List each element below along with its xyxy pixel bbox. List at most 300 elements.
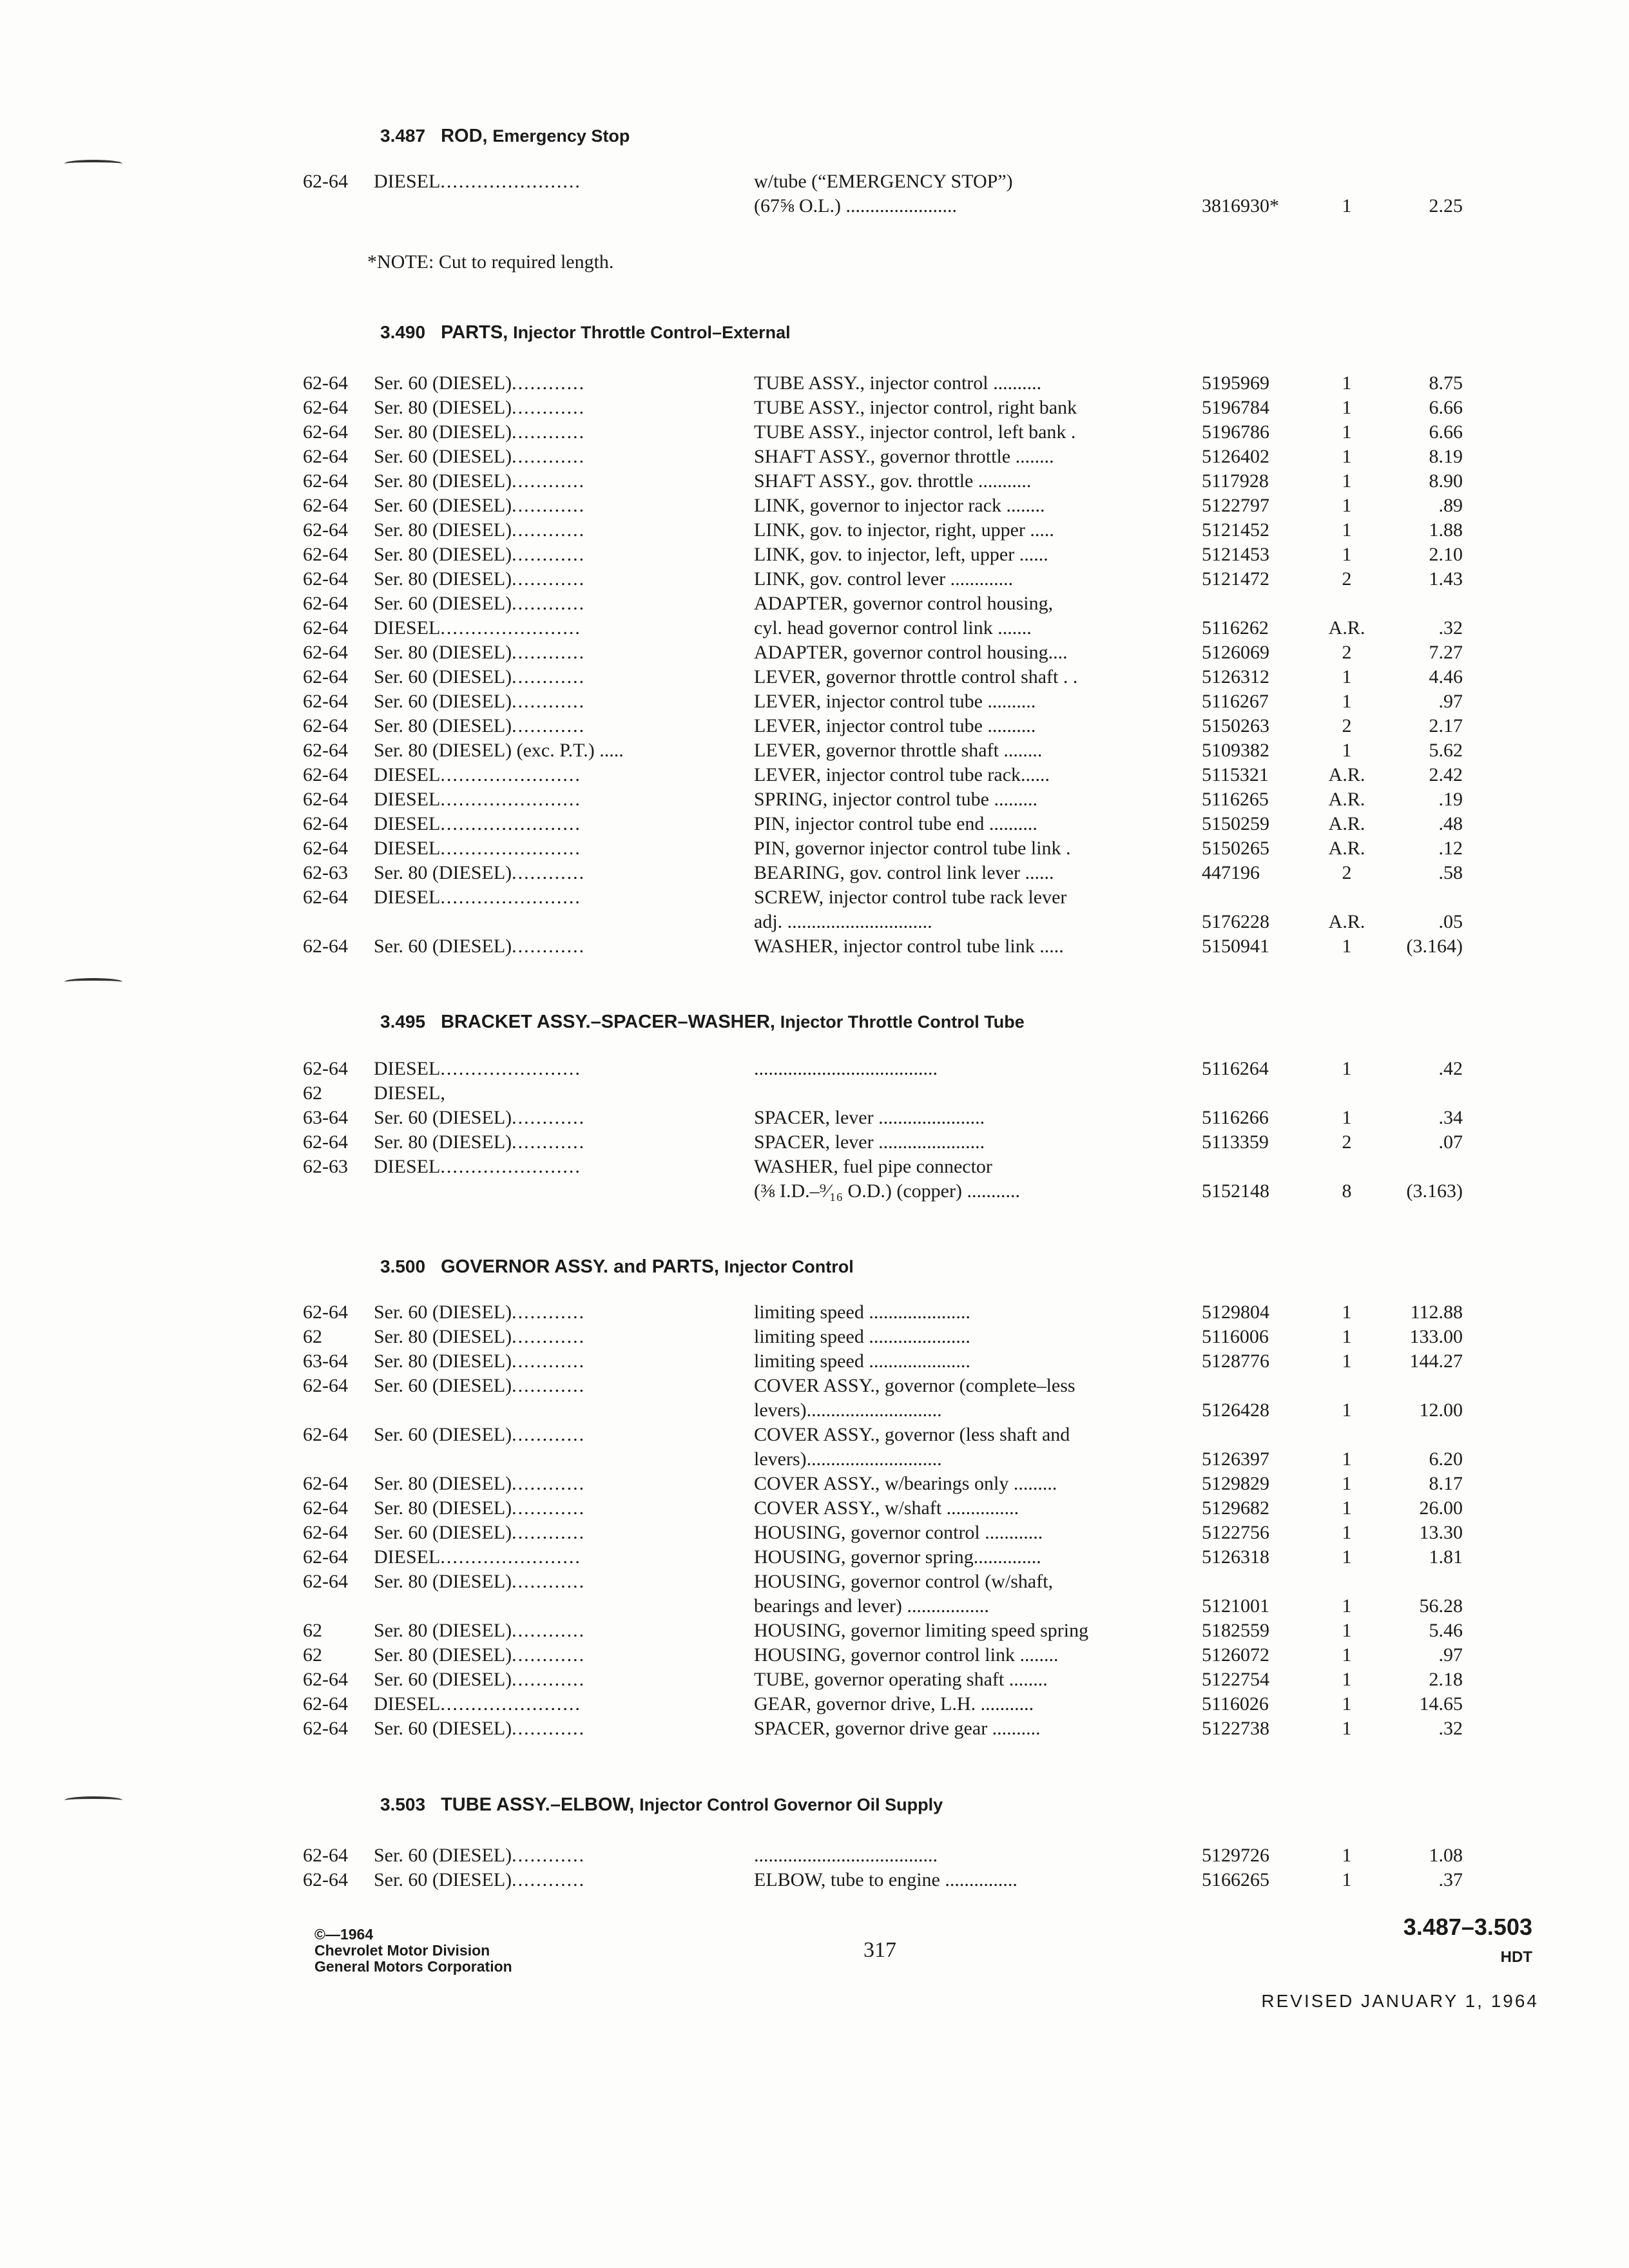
part-description (754, 936, 1064, 957)
part-description-text: LEVER, governor throttle control shaft . . (754, 666, 1078, 687)
quantity (1321, 397, 1373, 419)
price-or-reference-text: 13.30 (1419, 1522, 1463, 1543)
quantity (1321, 666, 1373, 688)
price-or-reference (1373, 1399, 1463, 1421)
price-or-reference-text: 14.65 (1419, 1693, 1463, 1715)
price-or-reference-text: 1.88 (1429, 519, 1463, 541)
application-text: Ser. 60 (DIESEL) (374, 593, 512, 614)
table-row (303, 1571, 1463, 1595)
parts-table (303, 1302, 1463, 1742)
part-description-text: SCREW, injector control tube rack lever (754, 887, 1067, 908)
price-or-reference-text: .58 (1438, 862, 1463, 883)
section-number: 3.495 (380, 1012, 426, 1032)
model-year (303, 642, 348, 664)
section-title (380, 126, 630, 147)
model-year (303, 1058, 348, 1080)
table-row (303, 1326, 1463, 1350)
application-text: Ser. 80 (DIESEL) (374, 715, 512, 736)
application-text: DIESEL (374, 813, 441, 834)
table-row (303, 1669, 1463, 1693)
application (374, 1869, 585, 1891)
price-or-reference (1373, 544, 1463, 566)
part-number-text: 5113359 (1202, 1131, 1269, 1153)
part-description (754, 1131, 985, 1153)
quantity (1321, 936, 1373, 957)
application-text: Ser. 60 (DIESEL) (374, 372, 512, 394)
model-year-text: 62-64 (303, 789, 348, 810)
price-or-reference-text: (3.164) (1406, 936, 1463, 957)
table-row (303, 740, 1463, 764)
model-year-text: 62-64 (303, 1522, 348, 1543)
price-or-reference (1373, 862, 1463, 884)
section-description: Emergency Stop (492, 126, 630, 146)
part-number (1202, 936, 1269, 957)
price-or-reference (1373, 1473, 1463, 1495)
quantity-text: 1 (1342, 1669, 1352, 1690)
part-description-text: bearings and lever) ................. (754, 1595, 989, 1617)
quantity-text: A.R. (1328, 764, 1365, 785)
quantity (1321, 1644, 1373, 1666)
part-number (1202, 195, 1279, 217)
part-description (754, 642, 1068, 664)
price-or-reference-text: 5.62 (1429, 740, 1463, 761)
table-row (303, 1058, 1463, 1082)
table-row (303, 1350, 1463, 1375)
dot-leader: ............ (512, 1497, 586, 1519)
part-description (754, 1644, 1058, 1666)
application-text: Ser. 80 (DIESEL) (374, 1473, 512, 1494)
model-year-text: 62-64 (303, 838, 348, 859)
model-year-text: 62-64 (303, 691, 348, 712)
quantity (1321, 1131, 1373, 1153)
quantity (1321, 1669, 1373, 1691)
quantity-text: 1 (1342, 446, 1352, 467)
table-row (303, 519, 1463, 544)
quantity-text: 1 (1342, 1522, 1352, 1543)
dot-leader: ............ (512, 397, 586, 418)
application (374, 568, 585, 590)
part-description-text: WASHER, fuel pipe connector (754, 1156, 992, 1177)
part-description-text: (⅜ I.D.–⁹⁄₁₆ O.D.) (copper) ........... (754, 1180, 1020, 1202)
part-description-text: LINK, gov. control lever ............. (754, 568, 1014, 590)
part-description-text: SPACER, governor drive gear .......... (754, 1718, 1041, 1739)
model-year (303, 495, 348, 517)
dot-leader: ....................... (440, 1693, 581, 1715)
table-row (303, 372, 1463, 397)
model-year-text: 62-64 (303, 666, 348, 687)
price-or-reference (1373, 1869, 1463, 1891)
price-or-reference-text: 2.42 (1429, 764, 1463, 785)
dot-leader: ............ (512, 1620, 586, 1641)
price-or-reference (1373, 568, 1463, 590)
application (374, 936, 585, 957)
price-or-reference (1373, 1497, 1463, 1519)
copyright-line: ©—1964 (314, 1926, 374, 1943)
dot-leader: ............ (512, 1375, 586, 1396)
application (374, 1473, 585, 1495)
part-description (754, 1107, 985, 1129)
part-number (1202, 1522, 1269, 1544)
model-year (303, 1107, 348, 1129)
price-or-reference-text: 8.90 (1429, 470, 1463, 492)
part-description-text: LEVER, injector control tube .......... (754, 715, 1036, 736)
section-range: 3.487–3.503 (1403, 1914, 1532, 1940)
part-description (754, 666, 1077, 688)
price-or-reference (1373, 740, 1463, 762)
application (374, 813, 581, 835)
part-description (754, 1522, 1043, 1544)
price-or-reference (1373, 1693, 1463, 1715)
application-text: DIESEL (374, 1693, 441, 1715)
part-number-text: 5126312 (1202, 666, 1269, 687)
application-text: Ser. 60 (DIESEL) (374, 1424, 512, 1445)
price-or-reference (1373, 1718, 1463, 1740)
part-number-text: 5152148 (1202, 1180, 1269, 1202)
table-row (303, 764, 1463, 789)
application (374, 1326, 585, 1348)
dot-leader: ............ (512, 1326, 586, 1347)
part-description (754, 446, 1054, 468)
part-description-text: SPACER, lever ...................... (754, 1131, 985, 1153)
part-number (1202, 495, 1269, 517)
part-number (1202, 813, 1269, 835)
part-description-text: LEVER, injector control tube rack...... (754, 764, 1050, 785)
part-description-text: SHAFT ASSY., gov. throttle ........... (754, 470, 1032, 492)
part-description-text: HOUSING, governor limiting speed spring (754, 1620, 1089, 1641)
quantity-text: 1 (1342, 397, 1352, 418)
part-description-text: HOUSING, governor control link ........ (754, 1644, 1059, 1666)
application (374, 1302, 585, 1323)
application-text: Ser. 80 (DIESEL) (374, 1350, 512, 1372)
part-number (1202, 470, 1269, 492)
part-description (754, 789, 1037, 811)
part-number-text: 5129829 (1202, 1473, 1269, 1494)
quantity-text: 1 (1342, 936, 1352, 957)
model-year (303, 691, 348, 713)
part-number-text: 5116265 (1202, 789, 1269, 810)
part-description (754, 1180, 1020, 1202)
dot-leader: ............ (512, 544, 586, 565)
model-year (303, 764, 348, 786)
quantity (1321, 1350, 1373, 1372)
quantity-text: 1 (1342, 691, 1352, 712)
part-description (754, 397, 1077, 419)
part-number-text: 5122738 (1202, 1718, 1269, 1739)
quantity-text: 1 (1342, 1546, 1352, 1568)
application (374, 1424, 585, 1446)
model-year (303, 171, 348, 193)
price-or-reference (1373, 1302, 1463, 1323)
part-description-text: GEAR, governor drive, L.H. ........... (754, 1693, 1034, 1715)
part-description (754, 1669, 1048, 1691)
dot-leader: ....................... (440, 764, 581, 785)
model-year (303, 1375, 348, 1397)
model-year-text: 62-64 (303, 519, 348, 541)
part-number-text: 5122754 (1202, 1669, 1269, 1690)
quantity (1321, 1107, 1373, 1129)
price-or-reference (1373, 1448, 1463, 1470)
parts-table (303, 1058, 1463, 1205)
dot-leader: ............ (512, 446, 586, 467)
model-year (303, 1620, 322, 1642)
part-description-text: HOUSING, governor control ............ (754, 1522, 1043, 1543)
dot-leader: ............ (512, 1718, 586, 1739)
model-year-text: 62-64 (303, 495, 348, 516)
part-number (1202, 715, 1269, 737)
price-or-reference (1373, 813, 1463, 835)
application-text: Ser. 80 (DIESEL) (374, 568, 512, 590)
application-text: Ser. 80 (DIESEL) (374, 642, 512, 663)
table-row (303, 936, 1463, 960)
part-number-text: 5121452 (1202, 519, 1269, 541)
dot-leader: ............ (512, 470, 586, 492)
part-number-text: 5116262 (1202, 617, 1269, 639)
section-description: Injector Control Governor Oil Supply (639, 1795, 943, 1814)
quantity-text: 1 (1342, 195, 1352, 216)
model-year (303, 544, 348, 566)
application-text: Ser. 80 (DIESEL) (374, 421, 512, 443)
model-year-text: 62-64 (303, 593, 348, 614)
model-year (303, 446, 348, 468)
dot-leader: ............ (512, 372, 586, 394)
part-number-text: 5109382 (1202, 740, 1269, 761)
quantity (1321, 519, 1373, 541)
price-or-reference (1373, 1131, 1463, 1153)
quantity-text: 2 (1342, 642, 1352, 663)
punch-hole-mark (64, 160, 122, 168)
dot-leader: ............ (512, 1644, 586, 1666)
part-number-text: 5116264 (1202, 1058, 1269, 1079)
dot-leader: ............ (512, 642, 586, 663)
table-row (303, 1375, 1463, 1399)
application-text: Ser. 60 (DIESEL) (374, 1669, 512, 1690)
table-row (303, 715, 1463, 740)
dot-leader: ............ (512, 1107, 586, 1128)
model-year (303, 715, 348, 737)
price-or-reference (1373, 1326, 1463, 1348)
application-text: Ser. 80 (DIESEL) (374, 1644, 512, 1666)
price-or-reference (1373, 838, 1463, 860)
quantity-text: 1 (1342, 1473, 1352, 1494)
dot-leader: ............ (512, 715, 586, 736)
price-or-reference-text: .48 (1438, 813, 1463, 834)
model-year-text: 62 (303, 1082, 322, 1104)
price-or-reference (1373, 936, 1463, 957)
model-year-text: 62-64 (303, 544, 348, 565)
application (374, 1131, 585, 1153)
quantity-text: 1 (1342, 519, 1352, 541)
copyright-line: General Motors Corporation (314, 1958, 512, 1975)
model-year (303, 1693, 348, 1715)
price-or-reference (1373, 1669, 1463, 1691)
application-text: DIESEL, (374, 1082, 445, 1104)
part-number-text: 5129726 (1202, 1845, 1269, 1866)
model-year-text: 62-64 (303, 171, 348, 192)
section-name: GOVERNOR ASSY. and PARTS, (441, 1256, 719, 1277)
quantity (1321, 1620, 1373, 1642)
part-number (1202, 397, 1269, 419)
part-description-text: LINK, gov. to injector, right, upper ..... (754, 519, 1054, 541)
quantity (1321, 1058, 1373, 1080)
quantity (1321, 862, 1373, 884)
application (374, 1497, 585, 1519)
quantity (1321, 1693, 1373, 1715)
application-text: Ser. 60 (DIESEL) (374, 1845, 512, 1866)
dot-leader: ....................... (440, 1546, 581, 1568)
quantity-text: 1 (1342, 1497, 1352, 1519)
application-text: DIESEL (374, 1058, 441, 1079)
model-year (303, 1497, 348, 1519)
quantity-text: 1 (1342, 1693, 1352, 1715)
price-or-reference-text: 5.46 (1429, 1620, 1463, 1641)
price-or-reference-text: 4.46 (1429, 666, 1463, 687)
application (374, 495, 585, 517)
model-year-text: 62-64 (303, 1302, 348, 1323)
quantity-text: A.R. (1328, 789, 1365, 810)
application (374, 171, 581, 193)
application-text: DIESEL (374, 789, 441, 810)
application (374, 1718, 585, 1740)
dot-leader: ............ (512, 1131, 586, 1153)
model-year-text: 62-64 (303, 740, 348, 761)
application-text: Ser. 60 (DIESEL) (374, 1107, 512, 1128)
application (374, 642, 585, 664)
application (374, 519, 585, 541)
part-description (754, 372, 1041, 394)
model-year (303, 862, 348, 884)
part-number-text: 5150941 (1202, 936, 1269, 957)
quantity-text: 1 (1342, 1302, 1352, 1323)
part-description-text: limiting speed ..................... (754, 1302, 970, 1323)
part-number (1202, 1473, 1269, 1495)
price-or-reference-text: .97 (1438, 691, 1463, 712)
table-row (303, 421, 1463, 446)
part-description-text: COVER ASSY., w/bearings only ......... (754, 1473, 1057, 1494)
part-number (1202, 1595, 1269, 1617)
price-or-reference-text: 2.17 (1429, 715, 1463, 736)
dot-leader: ............ (512, 862, 586, 883)
part-number-text: 5126428 (1202, 1399, 1269, 1421)
table-row (303, 911, 1463, 936)
part-number-text: 5116266 (1202, 1107, 1269, 1128)
application-text: Ser. 60 (DIESEL) (374, 936, 512, 957)
dot-leader: ............ (512, 936, 586, 957)
quantity-text: A.R. (1328, 617, 1365, 639)
model-year (303, 397, 348, 419)
price-or-reference-text: 8.17 (1429, 1473, 1463, 1494)
price-or-reference-text: 8.75 (1429, 372, 1463, 394)
part-number (1202, 421, 1269, 443)
table-row (303, 171, 1463, 195)
part-description-text: ADAPTER, governor control housing.... (754, 642, 1068, 663)
part-description-text: SPACER, lever ...................... (754, 1107, 985, 1128)
application (374, 1845, 585, 1867)
application-text: DIESEL (374, 838, 441, 859)
price-or-reference (1373, 1180, 1463, 1202)
price-or-reference-text: .05 (1438, 911, 1463, 932)
application-text: Ser. 60 (DIESEL) (374, 1718, 512, 1739)
quantity-text: 1 (1342, 1448, 1352, 1470)
model-year-text: 62-63 (303, 862, 348, 883)
model-year (303, 1845, 348, 1867)
model-year-text: 62-64 (303, 446, 348, 467)
price-or-reference-text: 2.10 (1429, 544, 1463, 565)
table-row (303, 789, 1463, 813)
quantity (1321, 495, 1373, 517)
part-description-text: ...................................... (754, 1058, 938, 1079)
part-description (754, 421, 1075, 443)
model-year (303, 1350, 348, 1372)
part-number (1202, 789, 1269, 811)
table-row (303, 1082, 1463, 1107)
quantity-text: 2 (1342, 568, 1352, 590)
price-or-reference-text: 133.00 (1409, 1326, 1463, 1347)
price-or-reference-text: 6.20 (1429, 1448, 1463, 1470)
part-description-text: COVER ASSY., w/shaft ............... (754, 1497, 1019, 1519)
part-description (754, 911, 932, 933)
quantity (1321, 1326, 1373, 1348)
price-or-reference (1373, 470, 1463, 492)
price-or-reference-text: 112.88 (1410, 1302, 1463, 1323)
part-description-text: PIN, injector control tube end .......... (754, 813, 1037, 834)
dot-leader: ....................... (440, 617, 581, 639)
part-number (1202, 838, 1269, 860)
part-number-text: 5115321 (1202, 764, 1269, 785)
part-description-text: limiting speed ..................... (754, 1326, 970, 1347)
application-text: Ser. 60 (DIESEL) (374, 1302, 512, 1323)
application (374, 372, 585, 394)
model-year (303, 1522, 348, 1544)
quantity (1321, 372, 1373, 394)
price-or-reference (1373, 421, 1463, 443)
application (374, 1693, 581, 1715)
part-description (754, 1718, 1041, 1740)
table-row (303, 397, 1463, 421)
quantity-text: 2 (1342, 715, 1352, 736)
parts-table (303, 171, 1463, 220)
model-year-text: 62-64 (303, 1669, 348, 1690)
model-year-text: 62 (303, 1620, 322, 1641)
part-description-text: LINK, gov. to injector, left, upper ...... (754, 544, 1048, 565)
price-or-reference-text: .12 (1438, 838, 1463, 859)
part-description-text: TUBE ASSY., injector control, left bank . (754, 421, 1076, 443)
part-description (754, 1473, 1057, 1495)
model-year-text: 62-64 (303, 1546, 348, 1568)
section-name: BRACKET ASSY.–SPACER–WASHER, (441, 1012, 775, 1032)
model-year (303, 1131, 348, 1153)
part-description-text: SHAFT ASSY., governor throttle ........ (754, 446, 1054, 467)
application (374, 617, 581, 639)
application-text: Ser. 60 (DIESEL) (374, 691, 512, 712)
quantity (1321, 1845, 1373, 1867)
part-number-text: 3816930* (1202, 195, 1279, 216)
part-number-text: 5121001 (1202, 1595, 1269, 1617)
table-row (303, 1156, 1463, 1180)
quantity (1321, 446, 1373, 468)
part-number (1202, 1693, 1269, 1715)
quantity (1321, 691, 1373, 713)
application (374, 1375, 585, 1397)
part-description (754, 838, 1071, 860)
model-year (303, 1644, 322, 1666)
dot-leader: ....................... (440, 1156, 581, 1177)
part-description-text: COVER ASSY., governor (complete–less (754, 1375, 1075, 1396)
application-text: Ser. 80 (DIESEL) (374, 1131, 512, 1153)
part-description-text: levers)............................ (754, 1399, 942, 1421)
price-or-reference-text: .32 (1438, 617, 1463, 639)
model-year (303, 1326, 322, 1348)
application-text: Ser. 80 (DIESEL) (374, 1620, 512, 1641)
